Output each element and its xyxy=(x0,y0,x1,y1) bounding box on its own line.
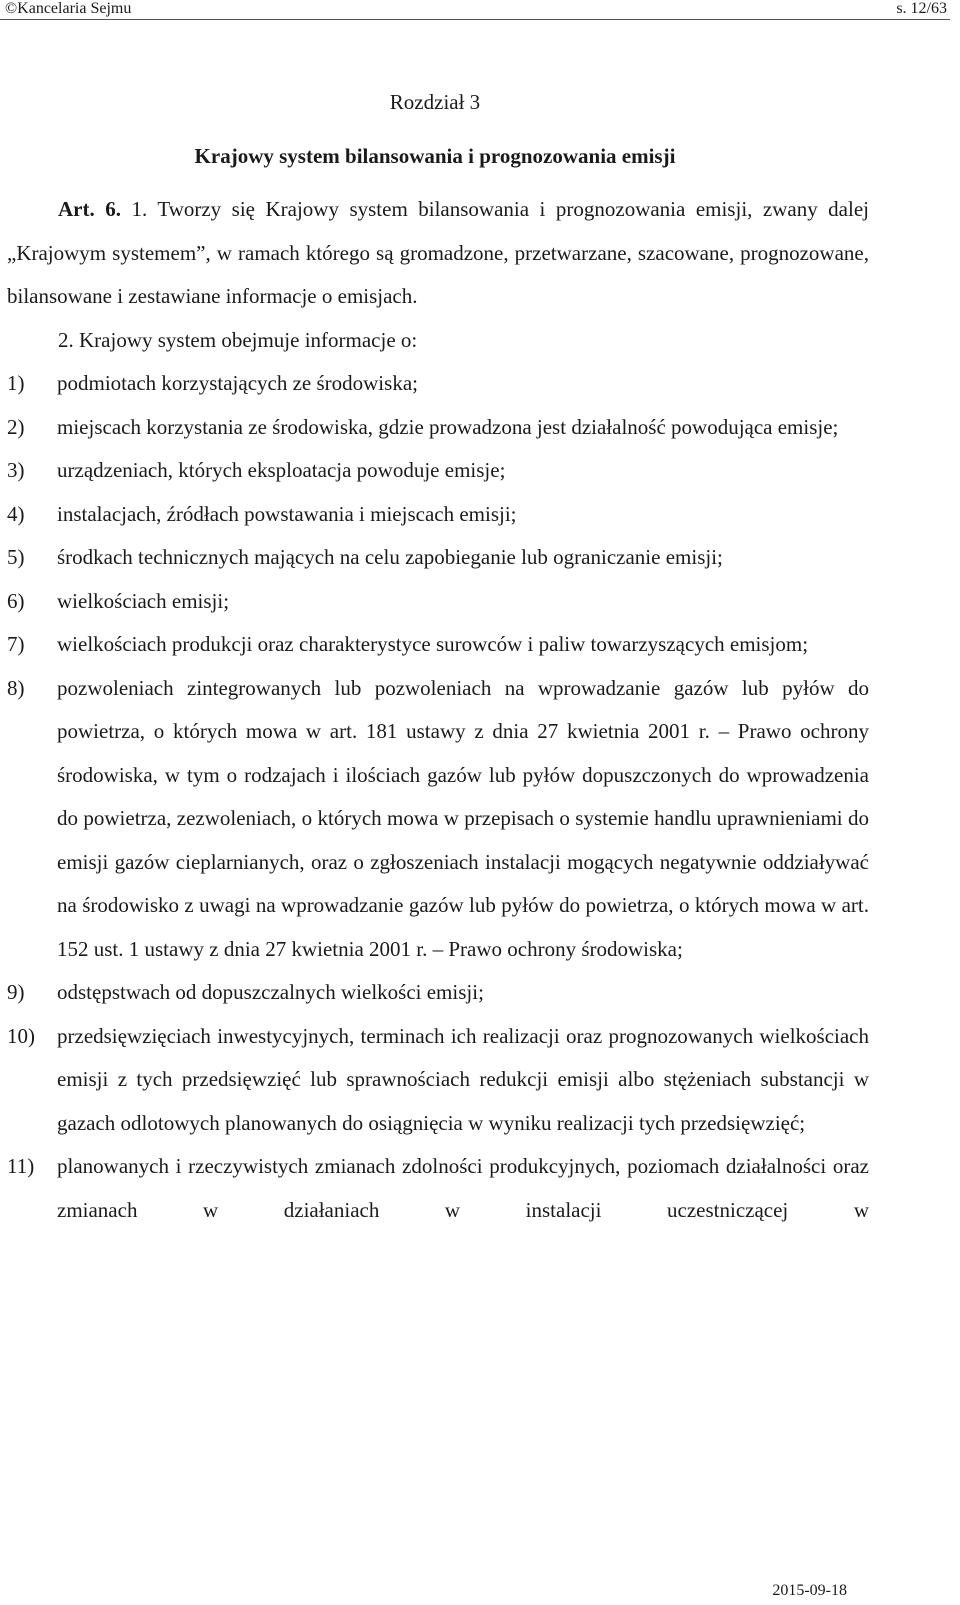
list-item-text: wielkościach emisji; xyxy=(57,588,230,613)
list-item-number: 6) xyxy=(7,588,25,613)
page-number: s. 12/63 xyxy=(896,0,947,17)
list-item xyxy=(7,1015,869,1146)
list-item xyxy=(7,1145,869,1232)
list-item-text: pozwoleniach zintegrowanych lub pozwoleniach na wprowadzanie gazów lub pyłów do powietrza, o których mowa w art. 181 ustawy z dnia 27 kwietnia 2001 r. – Prawo ochrony środowiska, w tym o rodzajach i ilościach gazów lub pyłów dopuszczonych do wprowadzenia do powietrza, zezwoleniach, o których mowa w przepisach o systemie handlu uprawnieniami do emisji gazów cieplarnianych, oraz o zgłoszeniach instalacji mogących negatywnie oddziaływać na środowisko z uwagi na wprowadzanie gazów lub pyłów do powietrza, o których mowa w art. 152 ust. 1 ustawy z dnia 27 kwietnia 2001 r. – Prawo ochrony środowiska; xyxy=(57,675,869,961)
list-item xyxy=(7,971,869,1015)
article-label: Art. 6. xyxy=(58,197,121,221)
list-item-text: przedsięwzięciach inwestycyjnych, terminach ich realizacji oraz prognozowanych wielkościach emisji z tych przedsięwzięć lub sprawnościach redukcji emisji albo stężeniach substancji w gazach odlotowych planowanych do osiągnięcia w wyniku realizacji tych przedsięwzięć; xyxy=(57,1023,869,1135)
list-item xyxy=(7,580,869,624)
list-item xyxy=(7,449,869,493)
paragraph-1-text: Tworzy się Krajowy system bilansowania i prognozowania emisji, zwany dalej „Krajowym systemem”, w ramach którego są gromadzone, przetwarzane, szacowane, prognozowane, bilansowane i zestawiane informacje o emisjach. xyxy=(7,197,869,308)
list-item-text: podmiotach korzystających ze środowiska; xyxy=(57,371,418,395)
list-item-number: 11) xyxy=(7,1154,35,1178)
header-divider xyxy=(0,19,950,20)
list-item-number: 2) xyxy=(7,414,25,439)
paragraph-1 xyxy=(7,188,869,319)
list-item xyxy=(7,362,869,406)
list-item-text: miejscach korzystania ze środowiska, gdzie prowadzona jest działalność powodująca emisje; xyxy=(57,414,839,439)
header-source: ©Kancelaria Sejmu xyxy=(5,0,132,17)
chapter-number: Rozdział 3 xyxy=(389,90,481,114)
list-item-number: 1) xyxy=(7,371,25,395)
list-item-text: instalacjach, źródłach powstawania i miejscach emisji; xyxy=(57,501,517,526)
paragraph-2: 2. Krajowy system obejmuje informacje o: xyxy=(58,327,418,352)
list-item xyxy=(7,493,869,537)
list-item-text: urządzeniach, których eksploatacja powoduje emisje; xyxy=(57,458,506,482)
document-date: 2015-09-18 xyxy=(772,1582,847,1599)
list-item-number: 4) xyxy=(7,501,25,526)
article-body xyxy=(7,188,869,1232)
chapter-title: Krajowy system bilansowania i prognozowania emisji xyxy=(194,144,676,168)
list-item-text: wielkościach produkcji oraz charakterystyce surowców i paliw towarzyszących emisjom; xyxy=(57,632,809,656)
list-item xyxy=(7,667,869,972)
list-item xyxy=(7,536,869,580)
list-item-number: 7) xyxy=(7,632,25,656)
list-item-number: 3) xyxy=(7,458,25,482)
list-item-text: środkach technicznych mających na celu zapobieganie lub ograniczanie emisji; xyxy=(57,545,723,569)
list-item-number: 10) xyxy=(7,1023,35,1048)
paragraph-1-number: 1. xyxy=(131,197,148,221)
list-item-text: planowanych i rzeczywistych zmianach zdolności produkcyjnych, poziomach działalności oraz zmianach w działaniach w instalacji uczestniczącej w xyxy=(57,1154,869,1222)
list-item-text: odstępstwach od dopuszczalnych wielkości emisji; xyxy=(57,980,484,1004)
list-item xyxy=(7,623,869,667)
list-item-number: 8) xyxy=(7,675,25,700)
list-item-number: 5) xyxy=(7,545,25,569)
list-item-number: 9) xyxy=(7,980,25,1004)
list-item xyxy=(7,406,869,450)
